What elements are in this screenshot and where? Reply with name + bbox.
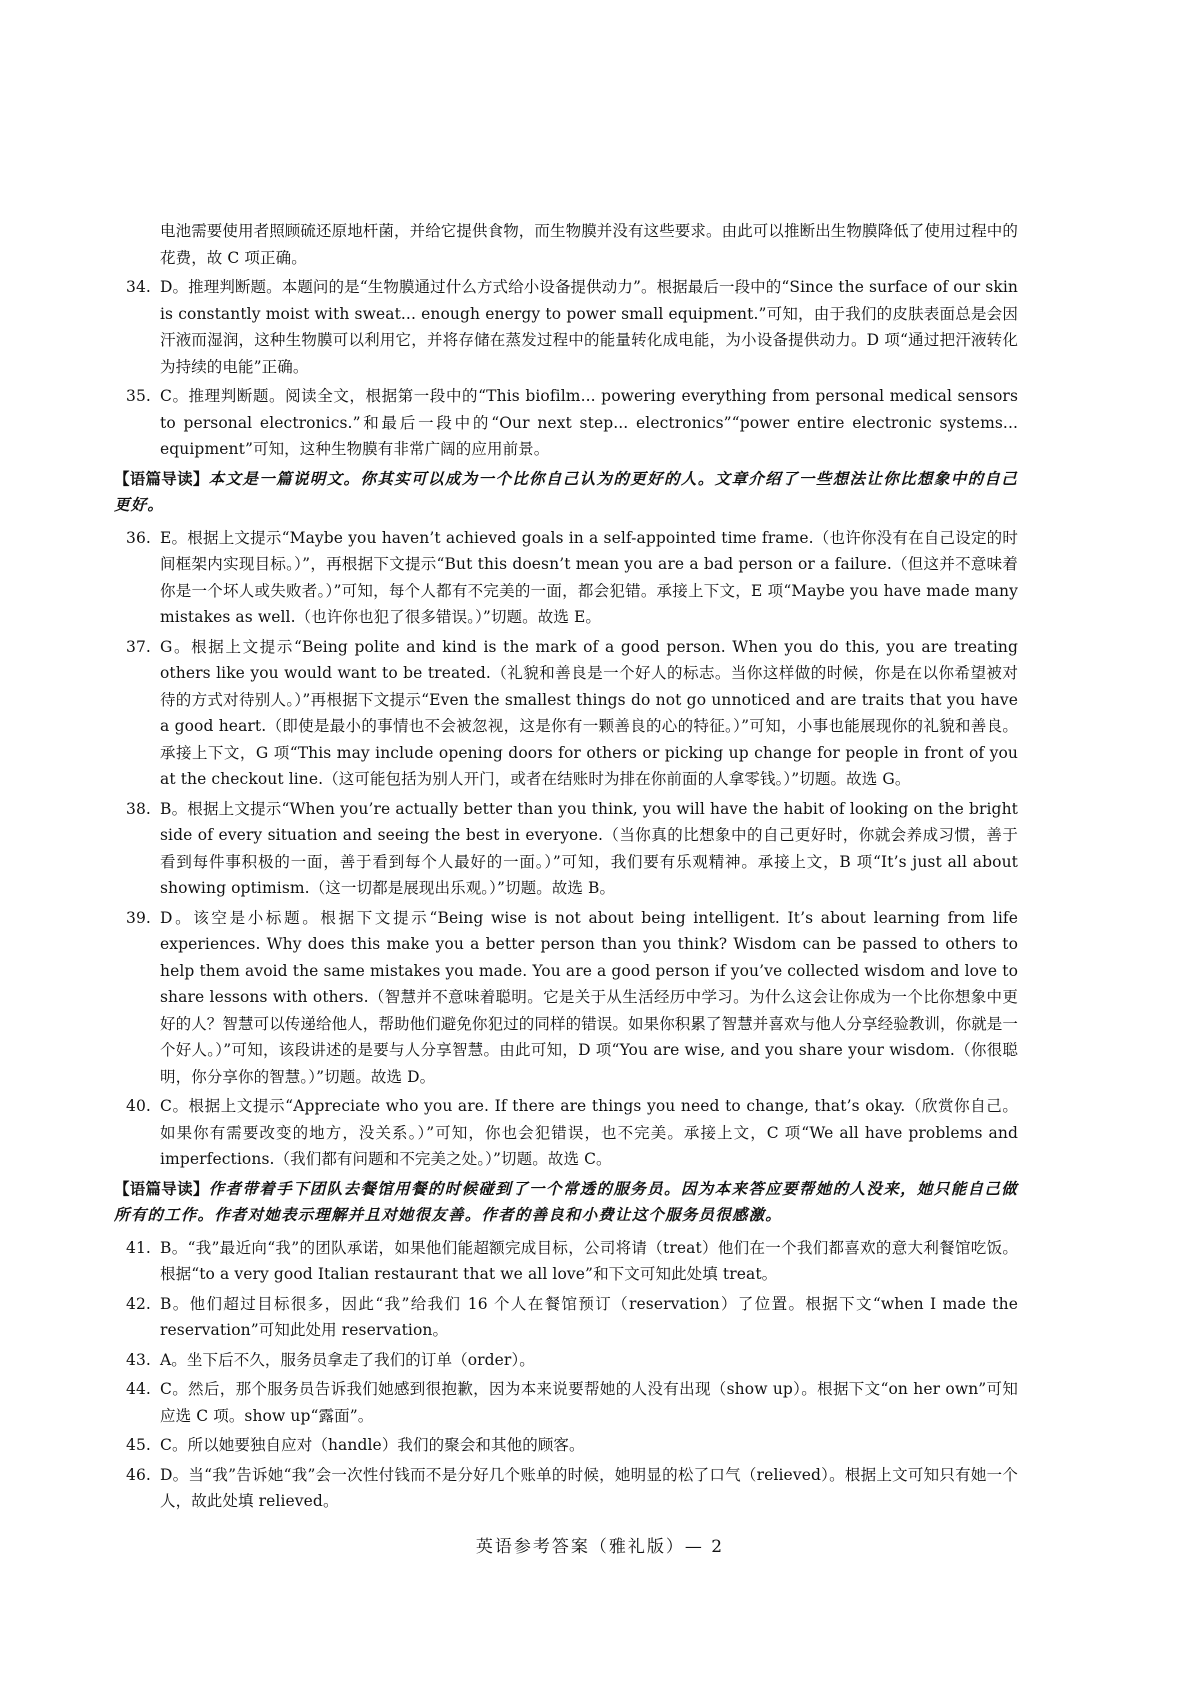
guide-tag: 【语篇导读】	[114, 1178, 209, 1198]
guide-tag: 【语篇导读】	[114, 468, 209, 488]
answer-number: 38.	[126, 799, 151, 818]
answer-item-35	[128, 383, 1018, 463]
answer-number: 36.	[126, 528, 151, 547]
answer-item-36	[128, 525, 1018, 631]
answer-number: 39.	[126, 908, 151, 927]
answer-text: B。根据上文提示“When you’re actually better than you think, you will have the habit of looking on the bright side of every situation and seeing the best in everyone.（当你真的比想象中的自己更好时，你就会养成习惯，善于看到每件事积极的一面，善于看到每个人最好的一面。）”可知，我们要有乐观精神。承接上文，B 项“It’s just all about showing optimism.（这一切都是展现出乐观。）”切题。故选 B。	[160, 799, 1018, 897]
answer-text: B。“我”最近向“我”的团队承诺，如果他们能超额完成目标，公司将请（treat）他们在一个我们都喜欢的意大利餐馆吃饭。根据“to a very good Italian restaurant that we all love”和下文可知此处填 treat。	[160, 1238, 1018, 1283]
intro-continuation: 电池需要使用者照顾硫还原地杆菌，并给它提供食物，而生物膜并没有这些要求。由此可以推断出生物膜降低了使用过程中的花费，故 C 项正确。	[160, 222, 1019, 267]
answer-number: 44.	[126, 1380, 151, 1398]
passage-guide-1	[114, 466, 1018, 519]
answer-item-34	[128, 274, 1018, 380]
answer-number: 34.	[126, 278, 151, 296]
passage-guide-2	[114, 1176, 1018, 1229]
answer-content	[114, 218, 1019, 1518]
answer-number: 42.	[126, 1294, 151, 1313]
answer-text: D。推理判断题。本题问的是“生物膜通过什么方式给小设备提供动力”。根据最后一段中的“Since the surface of our skin is constantly moist with sweat... enough energy to power small equipment.”可知，由于我们的皮肤表面总是会因汗液而湿润，这种生物膜可以利用它，并将存储在蒸发过程中的能量转化成电能，为小设备提供动力。D 项“通过把汗液转化为持续的电能”正确。	[160, 278, 1018, 376]
answer-item-40	[128, 1093, 1018, 1173]
answer-text: G。根据上文提示“Being polite and kind is the mark of a good person. When you do this, you are treating others like you would want to be treated.（礼貌和善良是一个好人的标志。当你这样做的时候，你是在以你希望被对待的方式对待别人。）”再根据下文提示“Even the smallest things do not go unnoticed and are traits that you have a good heart.（即使是最小的事情也不会被忽视，这是你有一颗善良的心的特征。）”可知，小事也能展现你的礼貌和善良。承接上下文，G 项“This may include opening doors for others or picking up change for people in front of you at the checkout line.（这可能包括为别人开门，或者在结账时为排在你前面的人拿零钱。）”切题。故选 G。	[160, 637, 1018, 788]
answer-text: A。坐下后不久，服务员拿走了我们的订单（order）。	[160, 1350, 535, 1369]
answer-text: B。他们超过目标很多，因此“我”给我们 16 个人在餐馆预订（reservation）了位置。根据下文“when I made the reservation”可知此处用 reservation。	[160, 1294, 1018, 1339]
answer-number: 43.	[126, 1350, 151, 1369]
answer-item-46	[128, 1462, 1018, 1515]
answer-number: 40.	[126, 1097, 151, 1115]
answer-number: 41.	[126, 1238, 151, 1257]
answer-text: C。所以她要独自应对（handle）我们的聚会和其他的顾客。	[160, 1436, 585, 1454]
answer-text: C。然后，那个服务员告诉我们她感到很抱歉，因为本来说要帮她的人没有出现（show up）。根据下文“on her own”可知应选 C 项。show up“露面”。	[160, 1380, 1018, 1425]
answer-item-37	[128, 634, 1018, 793]
answer-number: 35.	[126, 387, 151, 405]
answer-number: 46.	[126, 1465, 151, 1484]
answer-item-41	[128, 1235, 1018, 1288]
answer-item-38	[128, 796, 1018, 902]
answer-text: D。该空是小标题。根据下文提示“Being wise is not about being intelligent. It’s about learning from life experiences. Why does this make you a better person than you think? Wisdom can be passed to others to help them avoid the same mistakes you made. You are a good person if you’ve collected wisdom and love to share lessons with others.（智慧并不意味着聪明。它是关于从生活经历中学习。为什么这会让你成为一个比你想象中更好的人？智慧可以传递给他人，帮助他们避免你犯过的同样的错误。如果你积累了智慧并喜欢与他人分享经验教训，你就是一个好人。）”可知，该段讲述的是要与人分享智慧。由此可知，D 项“You are wise, and you share your wisdom.（你很聪明，你分享你的智慧。）”切题。故选 D。	[160, 908, 1019, 1086]
answer-item-43	[128, 1347, 1018, 1374]
answer-item-42	[128, 1291, 1018, 1344]
guide-text: 本文是一篇说明文。你其实可以成为一个比你自己认为的更好的人。文章介绍了一些想法让你比想象中的自己更好。	[114, 468, 1019, 514]
guide-text: 作者带着手下团队去餐馆用餐的时候碰到了一个常透的服务员。因为本来答应要帮她的人没来，她只能自己做所有的工作。作者对她表示理解并且对她很友善。作者的善良和小费让这个服务员很感激。	[114, 1178, 1019, 1224]
page-footer: 英语参考答案（雅礼版）— 2	[475, 1537, 725, 1557]
answer-item-44	[128, 1376, 1018, 1429]
answer-number: 45.	[126, 1436, 151, 1454]
answer-number: 37.	[126, 637, 151, 656]
answer-text: C。根据上文提示“Appreciate who you are. If there are things you need to change, that’s okay.（欣赏你自己。如果你有需要改变的地方，没关系。）”可知，你也会犯错误，也不完美。承接上文，C 项“We all have problems and imperfections.（我们都有问题和不完美之处。）”切题。故选 C。	[160, 1097, 1018, 1168]
answer-item-45	[128, 1432, 1018, 1459]
answer-text: E。根据上文提示“Maybe you haven’t achieved goals in a self-appointed time frame.（也许你没有在自己设定的时间框架内实现目标。）”，再根据下文提示“But this doesn’t mean you are a bad person or a failure.（但这并不意味着你是一个坏人或失败者。）”可知，每个人都有不完美的一面，都会犯错。承接上下文，E 项“Maybe you have made many mistakes as well.（也许你也犯了很多错误。）”切题。故选 E。	[160, 528, 1018, 626]
answer-text: C。推理判断题。阅读全文，根据第一段中的“This biofilm... powering everything from personal medical sensors to personal electronics.”和最后一段中的“Our next step... electronics”“power entire electronic systems... equipment”可知，这种生物膜有非常广阔的应用前景。	[160, 387, 1018, 458]
answer-item-39	[128, 905, 1018, 1091]
answer-text: D。当“我”告诉她“我”会一次性付钱而不是分好几个账单的时候，她明显的松了口气（relieved）。根据上文可知只有她一个人，故此处填 relieved。	[160, 1465, 1018, 1510]
